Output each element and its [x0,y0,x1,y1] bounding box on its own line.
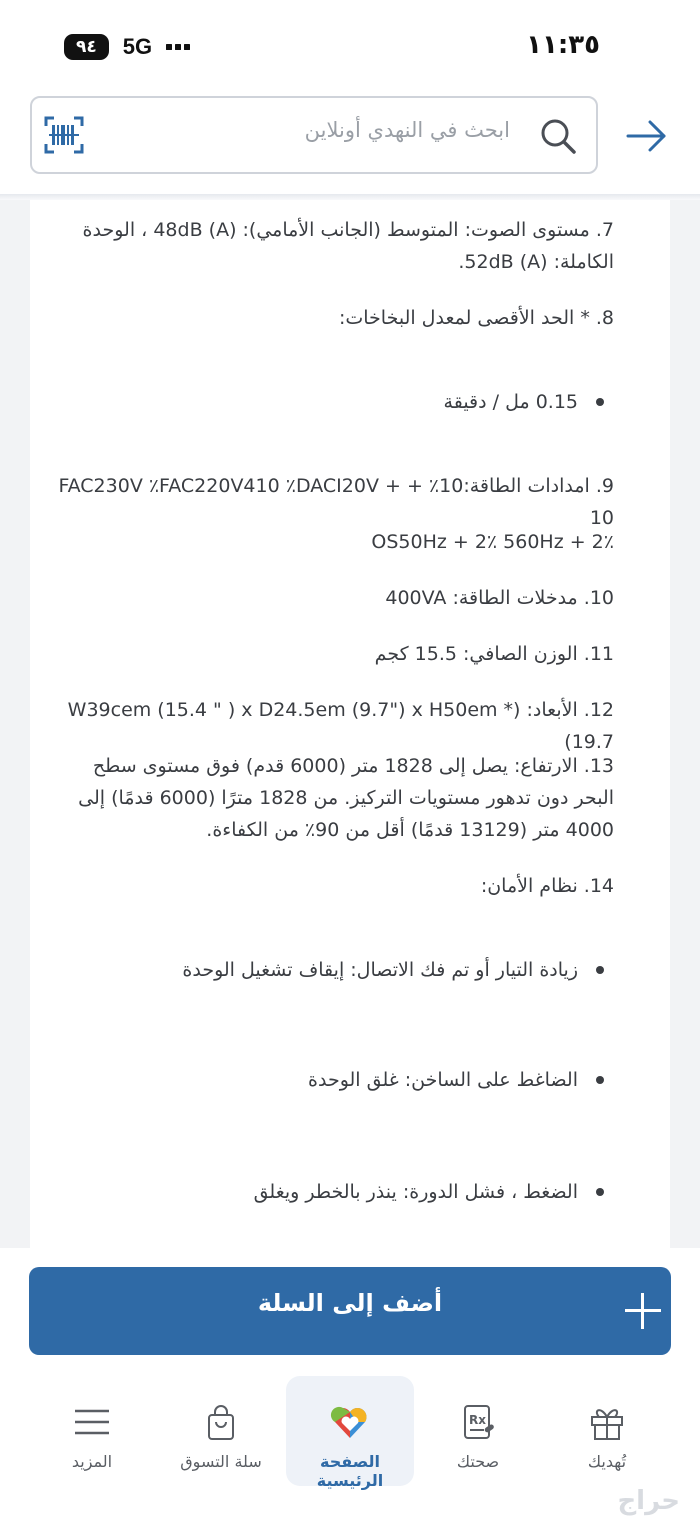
svg-text:Rx: Rx [469,1413,486,1427]
add-to-cart-button[interactable] [29,1267,671,1355]
plus-icon [621,1289,665,1333]
barcode-scan-icon[interactable] [44,116,84,154]
menu-icon [72,1402,112,1442]
nav-label-more: المزيد [71,1452,113,1471]
spec-12: 12. الأبعاد: (* W39cem (15.4 " ) x D24.5em (9.7") x H50em (19.7 [67,699,614,753]
search-placeholder[interactable]: ابحث في النهدي أونلاين [304,118,510,142]
gift-icon [587,1402,627,1442]
nav-label-cart: سلة التسوق [180,1452,262,1471]
spec-13-line-2: البحر دون تدهور مستويات التركيز. من 1828 مترًا (6000 قدمًا) إلى [78,787,614,809]
shopping-bag-icon [201,1402,241,1442]
spec-14-bullet-2: الضاغط على الساخن: غلق الوحدة [308,1064,578,1096]
nav-label-gifts: تُهديك [587,1452,627,1471]
nav-label-health: صحتك [456,1452,500,1471]
product-details-area [0,200,700,1248]
nav-label-home: الصفحة الرئيسية [316,1452,384,1490]
add-to-cart-label: أضف إلى السلة [257,1289,443,1317]
search-header [0,96,700,186]
network-type: 5G [122,34,153,59]
spec-11: 11. الوزن الصافي: 15.5 كجم [374,643,614,665]
status-indicators [64,34,190,60]
nav-item-cart[interactable] [157,1376,285,1486]
clock: ١١:٣٥ [526,30,600,60]
spec-7-line-1: 7. مستوى الصوت: المتوسط (الجانب الأمامي): (A) 48dB ، الوحدة [82,219,614,241]
watermark: حراج [617,1486,680,1516]
search-box[interactable] [30,96,598,174]
nav-item-more[interactable] [28,1376,156,1486]
signal-icon [166,44,190,50]
back-arrow-icon[interactable] [624,116,668,156]
nav-item-gifts[interactable] [543,1376,671,1486]
spec-13-line-1: 13. الارتفاع: يصل إلى 1828 متر (6000 قدم) فوق مستوى سطح [92,755,614,777]
nav-item-health[interactable] [414,1376,542,1486]
spec-8-bullet: 0.15 مل / دقيقة [444,386,578,418]
spec-8: 8. * الحد الأقصى لمعدل البخاخات: [338,307,614,329]
specs-card [30,200,670,1248]
home-logo-icon [330,1402,370,1442]
spec-7-line-2: الكاملة: (A) 52dB. [458,251,614,273]
nav-item-home[interactable] [286,1376,414,1490]
search-icon[interactable] [538,116,578,156]
spec-13-line-3: 4000 متر (13129 قدمًا) أقل من 90٪ من الكفاءة. [206,819,614,841]
spec-9-line-1: 9. امدادات الطاقة:10٪ + FAC230V ٪FAC220V410 ٪DACI20V + 10 [58,475,614,529]
spec-14-bullet-3: الضغط ، فشل الدورة: ينذر بالخطر ويغلق [254,1176,578,1208]
spec-14: 14. نظام الأمان: [480,875,614,897]
spec-9-line-2: ٪OS50Hz + 2٪ 560Hz + 2 [371,531,614,553]
prescription-icon [458,1402,498,1442]
bottom-navigation [0,1376,700,1518]
spec-14-bullet-1: زيادة التيار أو تم فك الاتصال: إيقاف تشغيل الوحدة [182,954,578,986]
spec-10: 10. مدخلات الطاقة: 400VA [385,587,614,609]
status-bar [0,0,700,92]
battery-indicator: ٩٤ [64,34,109,60]
